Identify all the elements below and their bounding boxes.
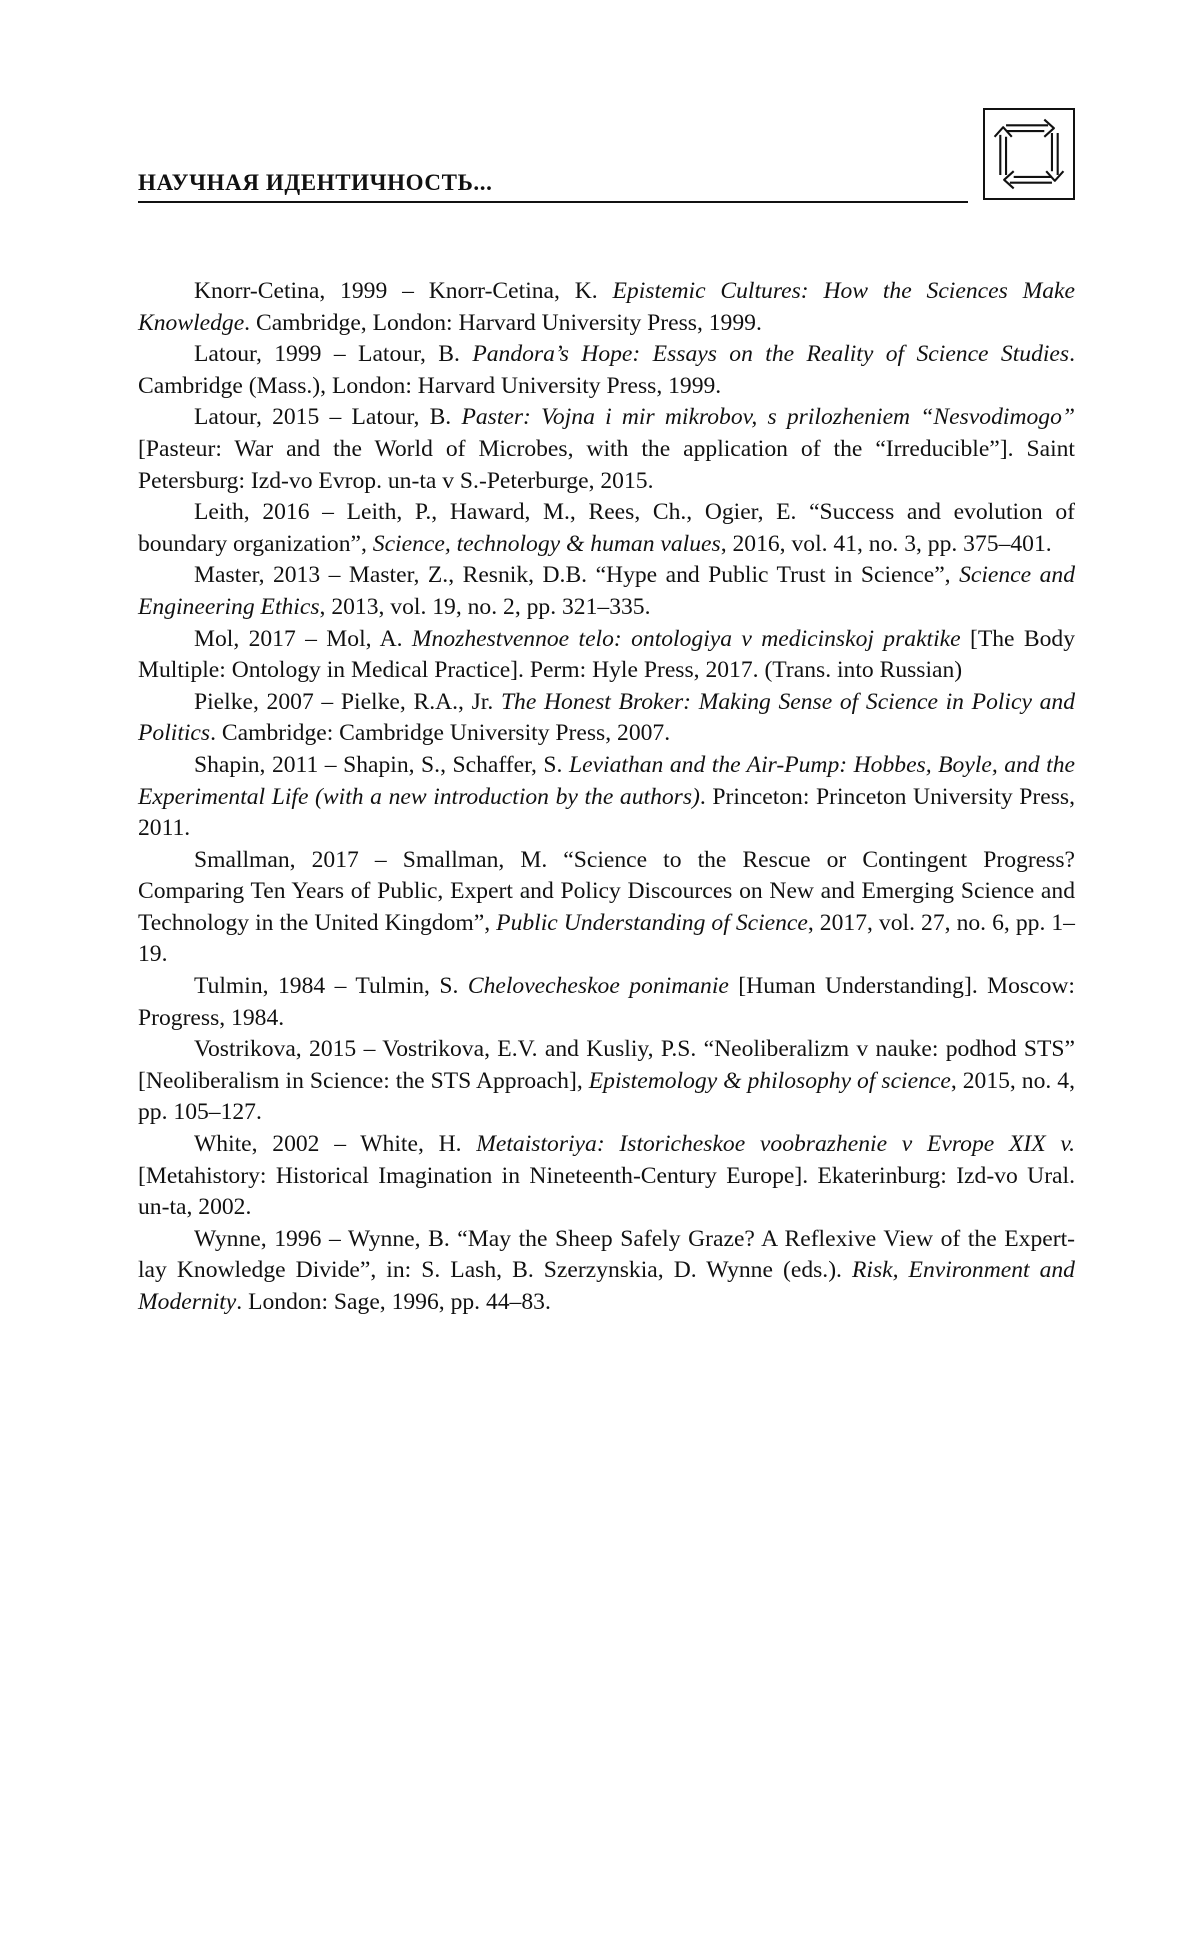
reference-entry	[138, 971, 1075, 1034]
reference-details: . Princeton: Princeton University Press, 2011.	[138, 783, 1075, 842]
reference-title: Public Understanding of Science	[496, 909, 808, 936]
reference-title: Chelovecheskoe ponimanie	[467, 973, 729, 1000]
reference-details: [Human Understanding]. Moscow: Progress, 1984.	[138, 973, 1075, 1031]
reference-text: Vostrikova, 2015 – Vostrikova, E.V. and Kusliy, P.S. “Neoliberalizm v nauke: podhod STS” [Neoliberalism in Science: the STS Approach],	[138, 1036, 1075, 1094]
reference-text: Master, 2013 – Master, Z., Resnik, D.B. “Hype and Public Trust in Science”,	[194, 562, 960, 589]
page-header	[138, 106, 1078, 206]
reference-text: Pielke, 2007 – Pielke, R.A., Jr.	[194, 688, 501, 715]
reference-title: Leviathan and the Air-Pump: Hobbes, Boyle, and the Experimental Life (with a new introduction by the authors)	[138, 751, 1075, 810]
reference-entry	[138, 687, 1075, 750]
reference-title: Epistemic Cultures: How the Sciences Make Knowledge	[138, 278, 1075, 336]
cycle-arrows-icon	[983, 108, 1075, 200]
reference-entry	[138, 497, 1075, 560]
reference-entry	[138, 339, 1075, 402]
reference-entry	[138, 1224, 1075, 1319]
reference-entry	[138, 624, 1075, 687]
reference-title: Pandora’s Hope: Essays on the Reality of Science Studies	[472, 341, 1070, 368]
reference-entry	[138, 560, 1075, 623]
reference-text: Latour, 1999 – Latour, B.	[194, 341, 473, 368]
reference-title: Epistemology & philosophy of science	[588, 1067, 951, 1094]
reference-text: Tulmin, 1984 – Tulmin, S.	[194, 973, 468, 1000]
reference-entry	[138, 1034, 1075, 1129]
reference-text: Mol, 2017 – Mol, A.	[194, 625, 412, 652]
reference-details: , 2016, vol. 41, no. 3, pp. 375–401.	[720, 530, 1052, 557]
reference-details: . Cambridge (Mass.), London: Harvard University Press, 1999.	[138, 341, 1075, 399]
reference-entry	[138, 276, 1075, 339]
reference-details: . Cambridge: Cambridge University Press, 2007.	[210, 720, 671, 747]
reference-title: Mnozhestvennoe telo: ontologiya v medicinskoj praktike	[411, 625, 961, 652]
reference-details: [Metahistory: Historical Imagination in Nineteenth-Century Europe]. Ekaterinburg: Izd-vo Ural. un-ta, 2002.	[138, 1162, 1075, 1221]
reference-entry	[138, 845, 1075, 971]
reference-details: [Pasteur: War and the World of Microbes, with the application of the “Irreducible”]. Saint Petersburg: Izd-vo Evrop. un-ta v S.-Peterburge, 2015.	[138, 435, 1075, 494]
reference-details: . Cambridge, London: Harvard University Press, 1999.	[244, 309, 762, 336]
reference-details: [The Body Multiple: Ontology in Medical Practice]. Perm: Hyle Press, 2017. (Trans. into Russian)	[138, 625, 1075, 684]
reference-text: Wynne, 1996 – Wynne, B. “May the Sheep Safely Graze? A Reflexive View of the Expert-lay Knowledge Divide”, in: S. Lash, B. Szerzynskia, D. Wynne (eds.).	[138, 1225, 1075, 1284]
reference-entry	[138, 402, 1075, 497]
reference-text: Smallman, 2017 – Smallman, M. “Science to the Rescue or Contingent Progress? Comparing Ten Years of Public, Expert and Policy Discources on New and Emerging Science and Technology in the United Kingdom”,	[138, 846, 1075, 936]
reference-text: White, 2002 – White, H.	[194, 1131, 477, 1158]
reference-entry	[138, 750, 1075, 845]
reference-details: , 2017, vol. 27, no. 6, pp. 1–19.	[138, 909, 1075, 968]
reference-text: Knorr-Cetina, 1999 – Knorr-Cetina, K.	[194, 278, 613, 304]
reference-title: The Honest Broker: Making Sense of Science in Policy and Politics	[138, 688, 1075, 747]
reference-details: , 2013, vol. 19, no. 2, pp. 321–335.	[319, 593, 651, 620]
reference-title: Science, technology & human values	[372, 530, 721, 557]
reference-title: Science and Engineering Ethics	[138, 562, 1075, 620]
running-title: НАУЧНАЯ ИДЕНТИЧНОСТЬ...	[138, 170, 493, 195]
reference-entry	[138, 1129, 1075, 1224]
reference-list	[138, 276, 1075, 1319]
reference-details: . London: Sage, 1996, pp. 44–83.	[236, 1289, 551, 1315]
reference-text: Latour, 2015 – Latour, B.	[194, 404, 462, 431]
reference-details: , 2015, no. 4, pp. 105–127.	[138, 1067, 1075, 1126]
reference-title: Metaistoriya: Istoricheskoe voobrazhenie v Evrope XIX v.	[476, 1131, 1075, 1158]
reference-title: Paster: Vojna i mir mikrobov, s prilozheniem “Nesvodimogo”	[461, 404, 1075, 431]
reference-text: Shapin, 2011 – Shapin, S., Schaffer, S.	[194, 751, 569, 778]
reference-text: Leith, 2016 – Leith, P., Haward, M., Rees, Ch., Ogier, E. “Success and evolution of boundary organization”,	[138, 499, 1075, 557]
reference-title: Risk, Environment and Modernity	[138, 1257, 1075, 1315]
header-rule	[138, 201, 968, 203]
